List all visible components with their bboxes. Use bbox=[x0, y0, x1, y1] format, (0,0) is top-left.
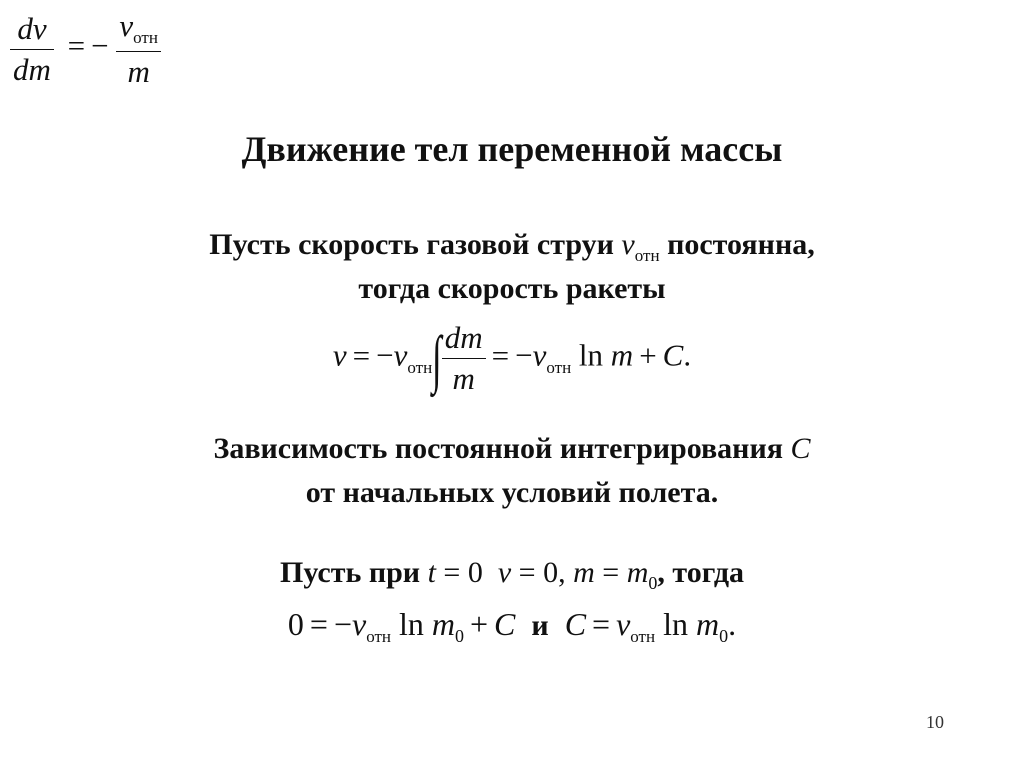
velocity-formula-den: m bbox=[452, 361, 475, 396]
top-formula-lhs-den: dm bbox=[13, 51, 51, 87]
velocity-formula-eq1: = bbox=[352, 337, 371, 373]
top-formula-equals: = bbox=[67, 28, 86, 64]
top-formula-rhs-den: m bbox=[127, 54, 150, 89]
velocity-formula-v2: v bbox=[393, 337, 408, 373]
constant-formula-sub2: отн bbox=[630, 627, 656, 646]
constant-formula-plus: + bbox=[470, 606, 489, 642]
paragraph-2-line-2: от начальных условий полета. bbox=[305, 476, 719, 509]
constant-formula bbox=[0, 606, 1024, 646]
velocity-formula-num: dm bbox=[442, 318, 486, 359]
page-title: Движение тел переменной массы bbox=[241, 129, 783, 169]
initial-conditions-m0-sub: 0 bbox=[648, 573, 658, 593]
paragraph-1-text: Пусть скорость газовой струи bbox=[209, 228, 614, 261]
integral-icon: ∫ bbox=[432, 322, 442, 394]
paragraph-2-text: Зависимость постоянной интегрирования bbox=[213, 432, 783, 465]
velocity-formula-neg: − bbox=[376, 337, 394, 373]
initial-conditions-cond1: = 0 bbox=[443, 556, 483, 589]
top-formula-minus: − bbox=[91, 28, 109, 64]
constant-formula-sub1: отн bbox=[366, 627, 391, 646]
top-formula bbox=[10, 6, 161, 92]
constant-formula-v: v bbox=[351, 606, 367, 642]
constant-formula-m: m bbox=[431, 606, 455, 642]
paragraph-2-line-1 bbox=[0, 432, 1024, 466]
initial-conditions-suffix: , тогда bbox=[657, 556, 745, 589]
velocity-formula-m: m bbox=[610, 337, 634, 373]
velocity-formula bbox=[0, 318, 1024, 399]
top-formula-lhs bbox=[10, 9, 54, 90]
constant-formula-ln2: ln bbox=[663, 606, 688, 642]
velocity-formula-fraction bbox=[442, 318, 486, 399]
paragraph-1-var: v bbox=[621, 228, 635, 261]
page-number: 10 bbox=[926, 712, 944, 732]
velocity-formula-plus: + bbox=[639, 337, 657, 373]
constant-formula-m2-sub: 0 bbox=[719, 626, 729, 646]
initial-conditions-eq: = bbox=[602, 556, 620, 589]
initial-conditions-t: t bbox=[427, 556, 436, 589]
initial-conditions-m0: m bbox=[626, 556, 649, 589]
constant-formula-dot: . bbox=[728, 606, 737, 642]
constant-formula-C1: C bbox=[494, 606, 516, 642]
top-formula-rhs bbox=[116, 6, 161, 92]
initial-conditions-cond2: = 0, bbox=[518, 556, 566, 589]
constant-formula-C2: C bbox=[564, 606, 587, 642]
velocity-formula-neg2: − bbox=[515, 337, 533, 373]
velocity-formula-C: C bbox=[662, 337, 684, 373]
constant-formula-neg: − bbox=[333, 606, 352, 642]
initial-conditions-m: m bbox=[573, 556, 595, 589]
velocity-formula-v3: v bbox=[532, 337, 547, 373]
top-formula-rhs-sub: отн bbox=[133, 28, 158, 47]
constant-formula-and: и bbox=[531, 609, 549, 642]
constant-formula-v2: v bbox=[616, 606, 631, 642]
velocity-formula-ln: ln bbox=[578, 337, 604, 373]
initial-conditions-line bbox=[0, 556, 1024, 593]
top-formula-lhs-num: dv bbox=[10, 9, 54, 50]
paragraph-2-var: C bbox=[790, 432, 811, 465]
constant-formula-ln1: ln bbox=[399, 606, 424, 642]
constant-formula-zero: 0 bbox=[287, 606, 304, 642]
velocity-formula-eq2: = bbox=[491, 337, 510, 373]
top-formula-rhs-var: v bbox=[119, 8, 134, 43]
velocity-formula-sub1: отн bbox=[407, 357, 433, 377]
velocity-formula-v: v bbox=[332, 337, 347, 373]
initial-conditions-prefix: Пусть при bbox=[279, 556, 421, 589]
paragraph-1-after: постоянна, bbox=[667, 228, 815, 261]
constant-formula-eq2: = bbox=[592, 606, 611, 642]
constant-formula-eq1: = bbox=[309, 606, 328, 642]
paragraph-1-line-2: тогда скорость ракеты bbox=[358, 272, 666, 305]
initial-conditions-v: v bbox=[497, 556, 512, 589]
velocity-formula-dot: . bbox=[683, 337, 692, 373]
constant-formula-m-sub: 0 bbox=[455, 626, 464, 646]
velocity-formula-sub2: отн bbox=[546, 357, 572, 377]
paragraph-1-line-1 bbox=[0, 228, 1024, 265]
paragraph-1-sub: отн bbox=[634, 246, 660, 265]
constant-formula-m2: m bbox=[695, 606, 720, 642]
